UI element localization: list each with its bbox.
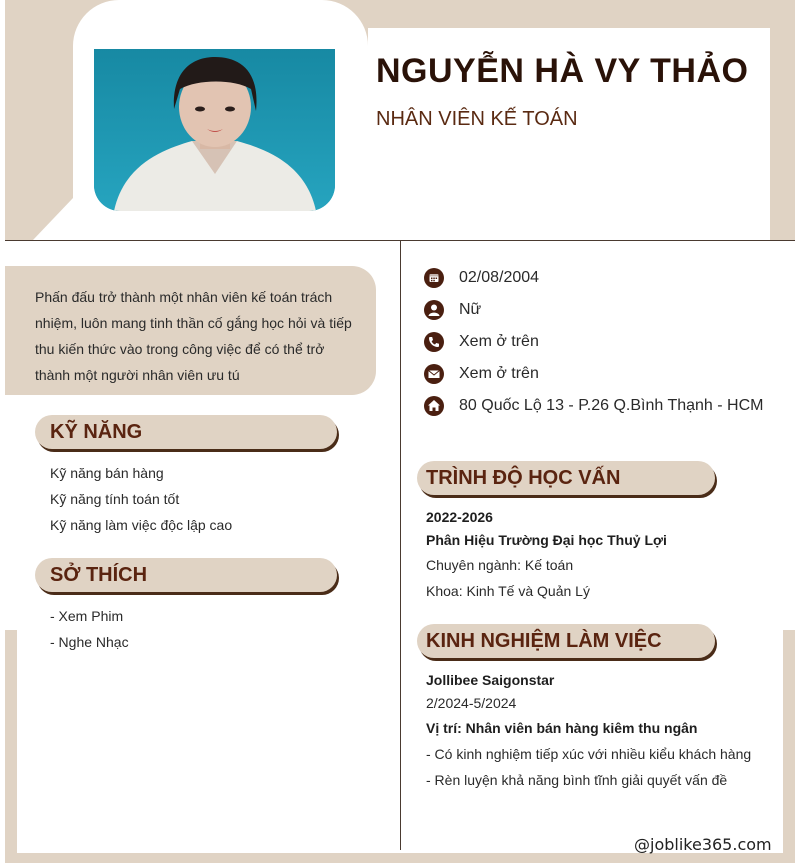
education-faculty: Khoa: Kinh Tế và Quản Lý <box>426 583 590 599</box>
header-decoration <box>33 198 73 240</box>
hobby-item: - Xem Phim <box>50 608 124 624</box>
skill-item: Kỹ năng tính toán tốt <box>50 491 180 507</box>
experience-period: 2/2024-5/2024 <box>426 695 517 711</box>
calendar-icon <box>424 268 444 288</box>
contact-text: Xem ở trên <box>459 365 539 382</box>
contact-text: Nữ <box>459 301 482 318</box>
career-objective-text: Phấn đấu trở thành một nhân viên kế toán trách nhiệm, luôn mang tinh thần cố gắng học hỏi và tiếp thu kiến thức vào trong công việc để có thể trở thành một người nhân viên ưu tú <box>35 289 352 383</box>
education-school: Phân Hiệu Trường Đại học Thuỷ Lợi <box>426 532 667 548</box>
footer-watermark: @joblike365.com <box>634 835 772 854</box>
candidate-name: NGUYỄN HÀ VY THẢO <box>376 52 749 90</box>
hobbies-heading: SỞ THÍCH <box>35 558 337 592</box>
experience-heading: KINH NGHIỆM LÀM VIỆC <box>417 624 715 658</box>
home-icon <box>424 396 444 416</box>
experience-detail: - Rèn luyện khả năng bình tĩnh giải quyết vấn đề <box>426 772 728 788</box>
skills-heading: KỸ NĂNG <box>35 415 337 449</box>
person-icon <box>424 300 444 320</box>
experience-detail: - Có kinh nghiệm tiếp xúc với nhiều kiểu khách hàng <box>426 746 752 762</box>
experience-company: Jollibee Saigonstar <box>426 672 555 688</box>
contact-text: 80 Quốc Lộ 13 - P.26 Q.Bình Thạnh - HCM <box>459 397 764 414</box>
skill-item: Kỹ năng bán hàng <box>50 465 164 481</box>
contact-text: Xem ở trên <box>459 333 539 350</box>
education-major: Chuyên ngành: Kế toán <box>426 557 574 573</box>
phone-icon <box>424 332 444 352</box>
email-icon <box>424 364 444 384</box>
contact-text: 02/08/2004 <box>459 269 540 286</box>
experience-position: Vị trí: Nhân viên bán hàng kiêm thu ngân <box>426 720 698 736</box>
column-divider <box>400 241 401 850</box>
education-heading: TRÌNH ĐỘ HỌC VẤN <box>417 461 715 495</box>
education-years: 2022-2026 <box>426 509 493 525</box>
job-title: NHÂN VIÊN KẾ TOÁN <box>376 108 578 130</box>
career-objective-box <box>5 266 376 395</box>
skill-item: Kỹ năng làm việc độc lập cao <box>50 517 233 533</box>
hobby-item: - Nghe Nhạc <box>50 634 129 650</box>
profile-photo <box>94 49 335 211</box>
